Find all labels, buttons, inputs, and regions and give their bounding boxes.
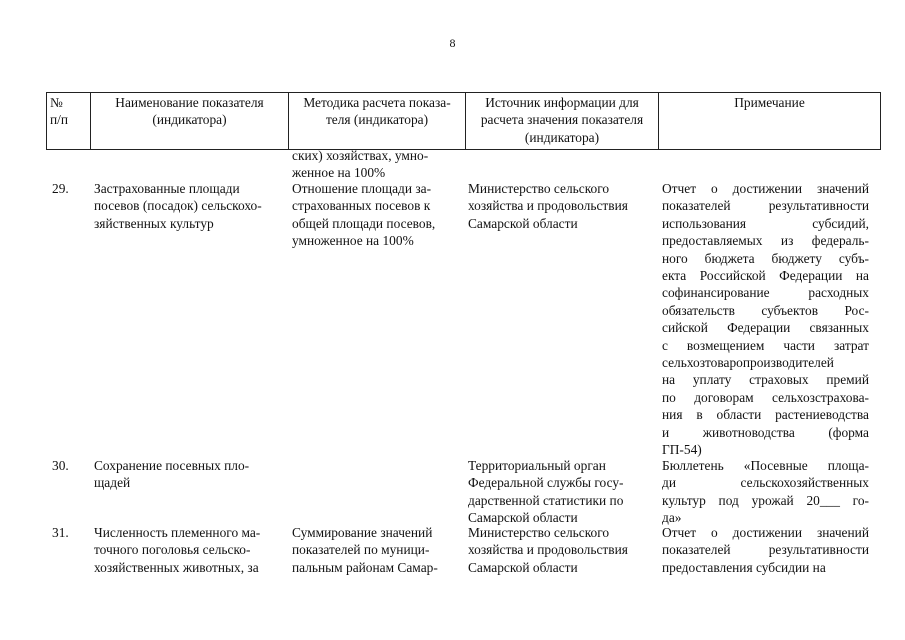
- row-source-line: Федеральной службы госу-: [468, 475, 624, 491]
- header-note-line: Примечание: [734, 95, 805, 110]
- header-name-line: Наименование показателя: [115, 95, 264, 110]
- row-source-line: Самарской области: [468, 510, 578, 526]
- row-source-line: дарственной статистики по: [468, 492, 624, 508]
- header-source: [466, 93, 659, 149]
- row-note-line: культур под урожай 20___ го-: [662, 492, 869, 508]
- row-source-line: Самарской области: [468, 215, 578, 231]
- row-name-line: Численность племенного ма-: [94, 525, 261, 540]
- row-method-line: Отношение площади за-: [292, 181, 432, 196]
- row-source-line: Министерство сельского: [468, 525, 610, 540]
- header-source-line: расчета значения показателя: [480, 112, 644, 128]
- row-note-line: предоставляемых из федераль-: [662, 233, 869, 249]
- row-note-line: показателей результативности: [662, 542, 869, 558]
- row-note-line: ния в области растениеводства: [662, 407, 869, 423]
- row-method-line: показателей по муници-: [292, 542, 430, 558]
- row-note-line: использования субсидий,: [662, 215, 869, 231]
- row-method-line: Суммирование значений: [292, 525, 433, 540]
- row-note-line: да»: [662, 510, 682, 526]
- method-continuation-line: женное на 100%: [292, 165, 386, 181]
- row-name-line: зяйственных культур: [94, 215, 214, 231]
- row-source-line: Самарской области: [468, 559, 578, 575]
- row-name-line: точного поголовья сельско-: [94, 542, 251, 558]
- method-continuation-line: ских) хозяйствах, умно-: [292, 148, 429, 163]
- row-note-line: ного бюджета бюджету субъ-: [662, 250, 869, 266]
- row-note-line: Отчет о достижении значений: [662, 181, 869, 196]
- header-method-line: Методика расчета показа-: [303, 95, 451, 110]
- row-name-line: щадей: [94, 475, 131, 491]
- row-note-line: на уплату страховых премий: [662, 372, 869, 388]
- header-note: [659, 93, 880, 149]
- row-note-line: сельхозтоваропроизводителей: [662, 355, 834, 370]
- row-number: 31.: [52, 525, 69, 540]
- header-number: [47, 93, 91, 149]
- row-note-line: с возмещением части затрат: [662, 337, 869, 353]
- row-note-line: ди сельскохозяйственных: [662, 475, 869, 491]
- row-source-line: хозяйства и продовольствия: [468, 198, 628, 214]
- row-note-line: и животноводства (форма: [662, 424, 869, 440]
- row-source-line: Министерство сельского: [468, 181, 610, 196]
- row-note-line: показателей результативности: [662, 198, 869, 214]
- row-note-line: ГП-54): [662, 442, 702, 457]
- row-method-line: страхованных посевов к: [292, 198, 431, 214]
- row-name-line: посевов (посадок) сельскохо-: [94, 198, 262, 214]
- header-name-line: (индикатора): [152, 112, 227, 128]
- row-name-line: Сохранение посевных пло-: [94, 458, 250, 473]
- page-number: 8: [449, 36, 456, 50]
- row-note-line: предоставления субсидии на: [662, 559, 826, 575]
- row-method-line: умноженное на 100%: [292, 233, 414, 249]
- row-note-line: обязательств субъектов Рос-: [662, 302, 869, 318]
- header-method: [289, 93, 466, 149]
- row-note-line: Бюллетень «Посевные площа-: [662, 458, 869, 473]
- header-method-line: теля (индикатора): [325, 112, 429, 128]
- table-header: [46, 92, 881, 150]
- row-note-line: софинансирование расходных: [662, 285, 869, 301]
- row-name-line: Застрахованные площади: [94, 181, 240, 196]
- header-number-line: №: [50, 95, 63, 110]
- row-note-line: по договорам сельхозстрахова-: [662, 389, 869, 405]
- row-method-line: общей площади посевов,: [292, 215, 436, 231]
- header-number-line: п/п: [50, 112, 69, 128]
- row-name-line: хозяйственных животных, за: [94, 559, 259, 575]
- row-number: 29.: [52, 181, 69, 196]
- header-source-line: (индикатора): [524, 129, 600, 145]
- row-number: 30.: [52, 458, 69, 473]
- row-source-line: хозяйства и продовольствия: [468, 542, 628, 558]
- header-indicator-name: [91, 93, 289, 149]
- row-note-line: екта Российской Федерации на: [662, 268, 869, 283]
- row-method-line: пальным районам Самар-: [292, 559, 438, 575]
- row-source-line: Территориальный орган: [468, 458, 606, 473]
- header-source-line: Источник информации для: [485, 95, 639, 110]
- row-note-line: Отчет о достижении значений: [662, 525, 869, 540]
- row-note-line: сийской Федерации связанных: [662, 320, 869, 336]
